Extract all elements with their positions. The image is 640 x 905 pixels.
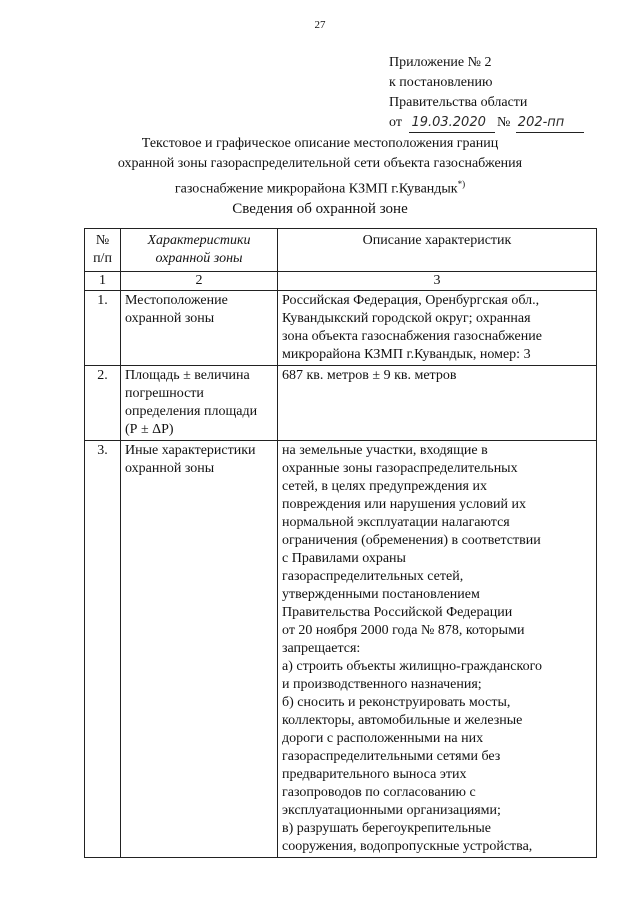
description-line: повреждения или нарушения условий их <box>282 497 526 512</box>
description-line: охранные зоны газораспределительных <box>282 461 518 476</box>
description-line: на земельные участки, входящие в <box>282 443 488 458</box>
title-line: охранной зоны газораспределительной сети объекта газоснабжения <box>117 156 523 171</box>
page-number: 27 <box>314 19 326 31</box>
description-line: с Правилами охраны <box>282 551 406 566</box>
description-line: сетей, в целях предупреждения их <box>282 479 487 494</box>
handwritten-number: 202-пп <box>518 113 582 133</box>
description-line: эксплуатационными организациями; <box>282 803 501 818</box>
description-line: б) сносить и реконструировать мосты, <box>282 695 511 710</box>
appendix-line: Правительства области <box>389 95 528 110</box>
description-line: дороги с расположенными на них <box>282 731 484 746</box>
table-row <box>85 291 597 366</box>
description-line: газопроводов по согласованию с <box>282 785 476 800</box>
from-label: от <box>389 115 402 130</box>
section-subtitle: Сведения об охранной зоне <box>232 201 408 217</box>
row-characteristic: Иные характеристики охранной зоны <box>121 441 278 858</box>
description-line: предварительного выноса этих <box>282 767 467 782</box>
table-row <box>85 366 597 441</box>
header-number: № п/п <box>85 229 121 272</box>
header-description: Описание характеристик <box>278 229 597 272</box>
title-line: газоснабжение микрорайона КЗМП г.Кувандык*) <box>174 179 466 197</box>
appendix-date-line <box>389 113 582 133</box>
row-description: Российская Федерация, Оренбургская обл., Кувандыкский городской округ; охранная зона объекта газоснабжения газоснабжение микрорайона КЗМП г.Кувандык, номер: 3 <box>278 291 597 366</box>
description-line: коллекторы, автомобильные и железные <box>282 713 523 728</box>
table-header-row <box>85 229 597 272</box>
appendix-line: Приложение № 2 <box>389 55 492 70</box>
handwritten-date: 19.03.2020 <box>411 113 493 133</box>
description-line: от 20 ноября 2000 года № 878, которыми <box>282 623 525 638</box>
description-line: нормальной эксплуатации налагаются <box>282 515 510 530</box>
document-title <box>60 134 580 200</box>
number-label: № <box>496 115 511 130</box>
description-line: в) разрушать берегоукрепительные <box>282 821 492 836</box>
appendix-header <box>389 53 582 133</box>
table-row <box>85 441 597 858</box>
description-line: а) строить объекты жилищно-гражданского <box>282 659 542 674</box>
row-characteristic: Площадь ± величина погрешности определения площади (Р ± ΔР) <box>121 366 278 441</box>
row-number: 1. <box>85 291 121 366</box>
footnote-mark: *) <box>457 179 466 189</box>
appendix-line: к постановлению <box>389 75 493 90</box>
description-line: запрещается: <box>282 641 361 656</box>
row-characteristic: Местоположение охранной зоны <box>121 291 278 366</box>
row-description <box>278 441 597 858</box>
description-line: ограничения (обременения) в соответствии <box>282 533 541 548</box>
description-line: и производственного назначения; <box>282 677 482 692</box>
description-line: утвержденными постановлением <box>282 587 480 602</box>
header-characteristic: Характеристики охранной зоны <box>121 229 278 272</box>
protection-zone-table <box>84 228 597 858</box>
column-number: 2 <box>121 272 278 291</box>
row-description: 687 кв. метров ± 9 кв. метров <box>278 366 597 441</box>
description-line: сооружения, водопропускные устройства, <box>282 839 533 854</box>
title-line: Текстовое и графическое описание местоположения границ <box>141 136 499 151</box>
description-line: газораспределительных сетей, <box>282 569 464 584</box>
row-number: 3. <box>85 441 121 858</box>
column-number: 1 <box>85 272 121 291</box>
column-number-row <box>85 272 597 291</box>
row-number: 2. <box>85 366 121 441</box>
description-line: газораспределительными сетями без <box>282 749 501 764</box>
column-number: 3 <box>278 272 597 291</box>
description-line: Правительства Российской Федерации <box>282 605 513 620</box>
